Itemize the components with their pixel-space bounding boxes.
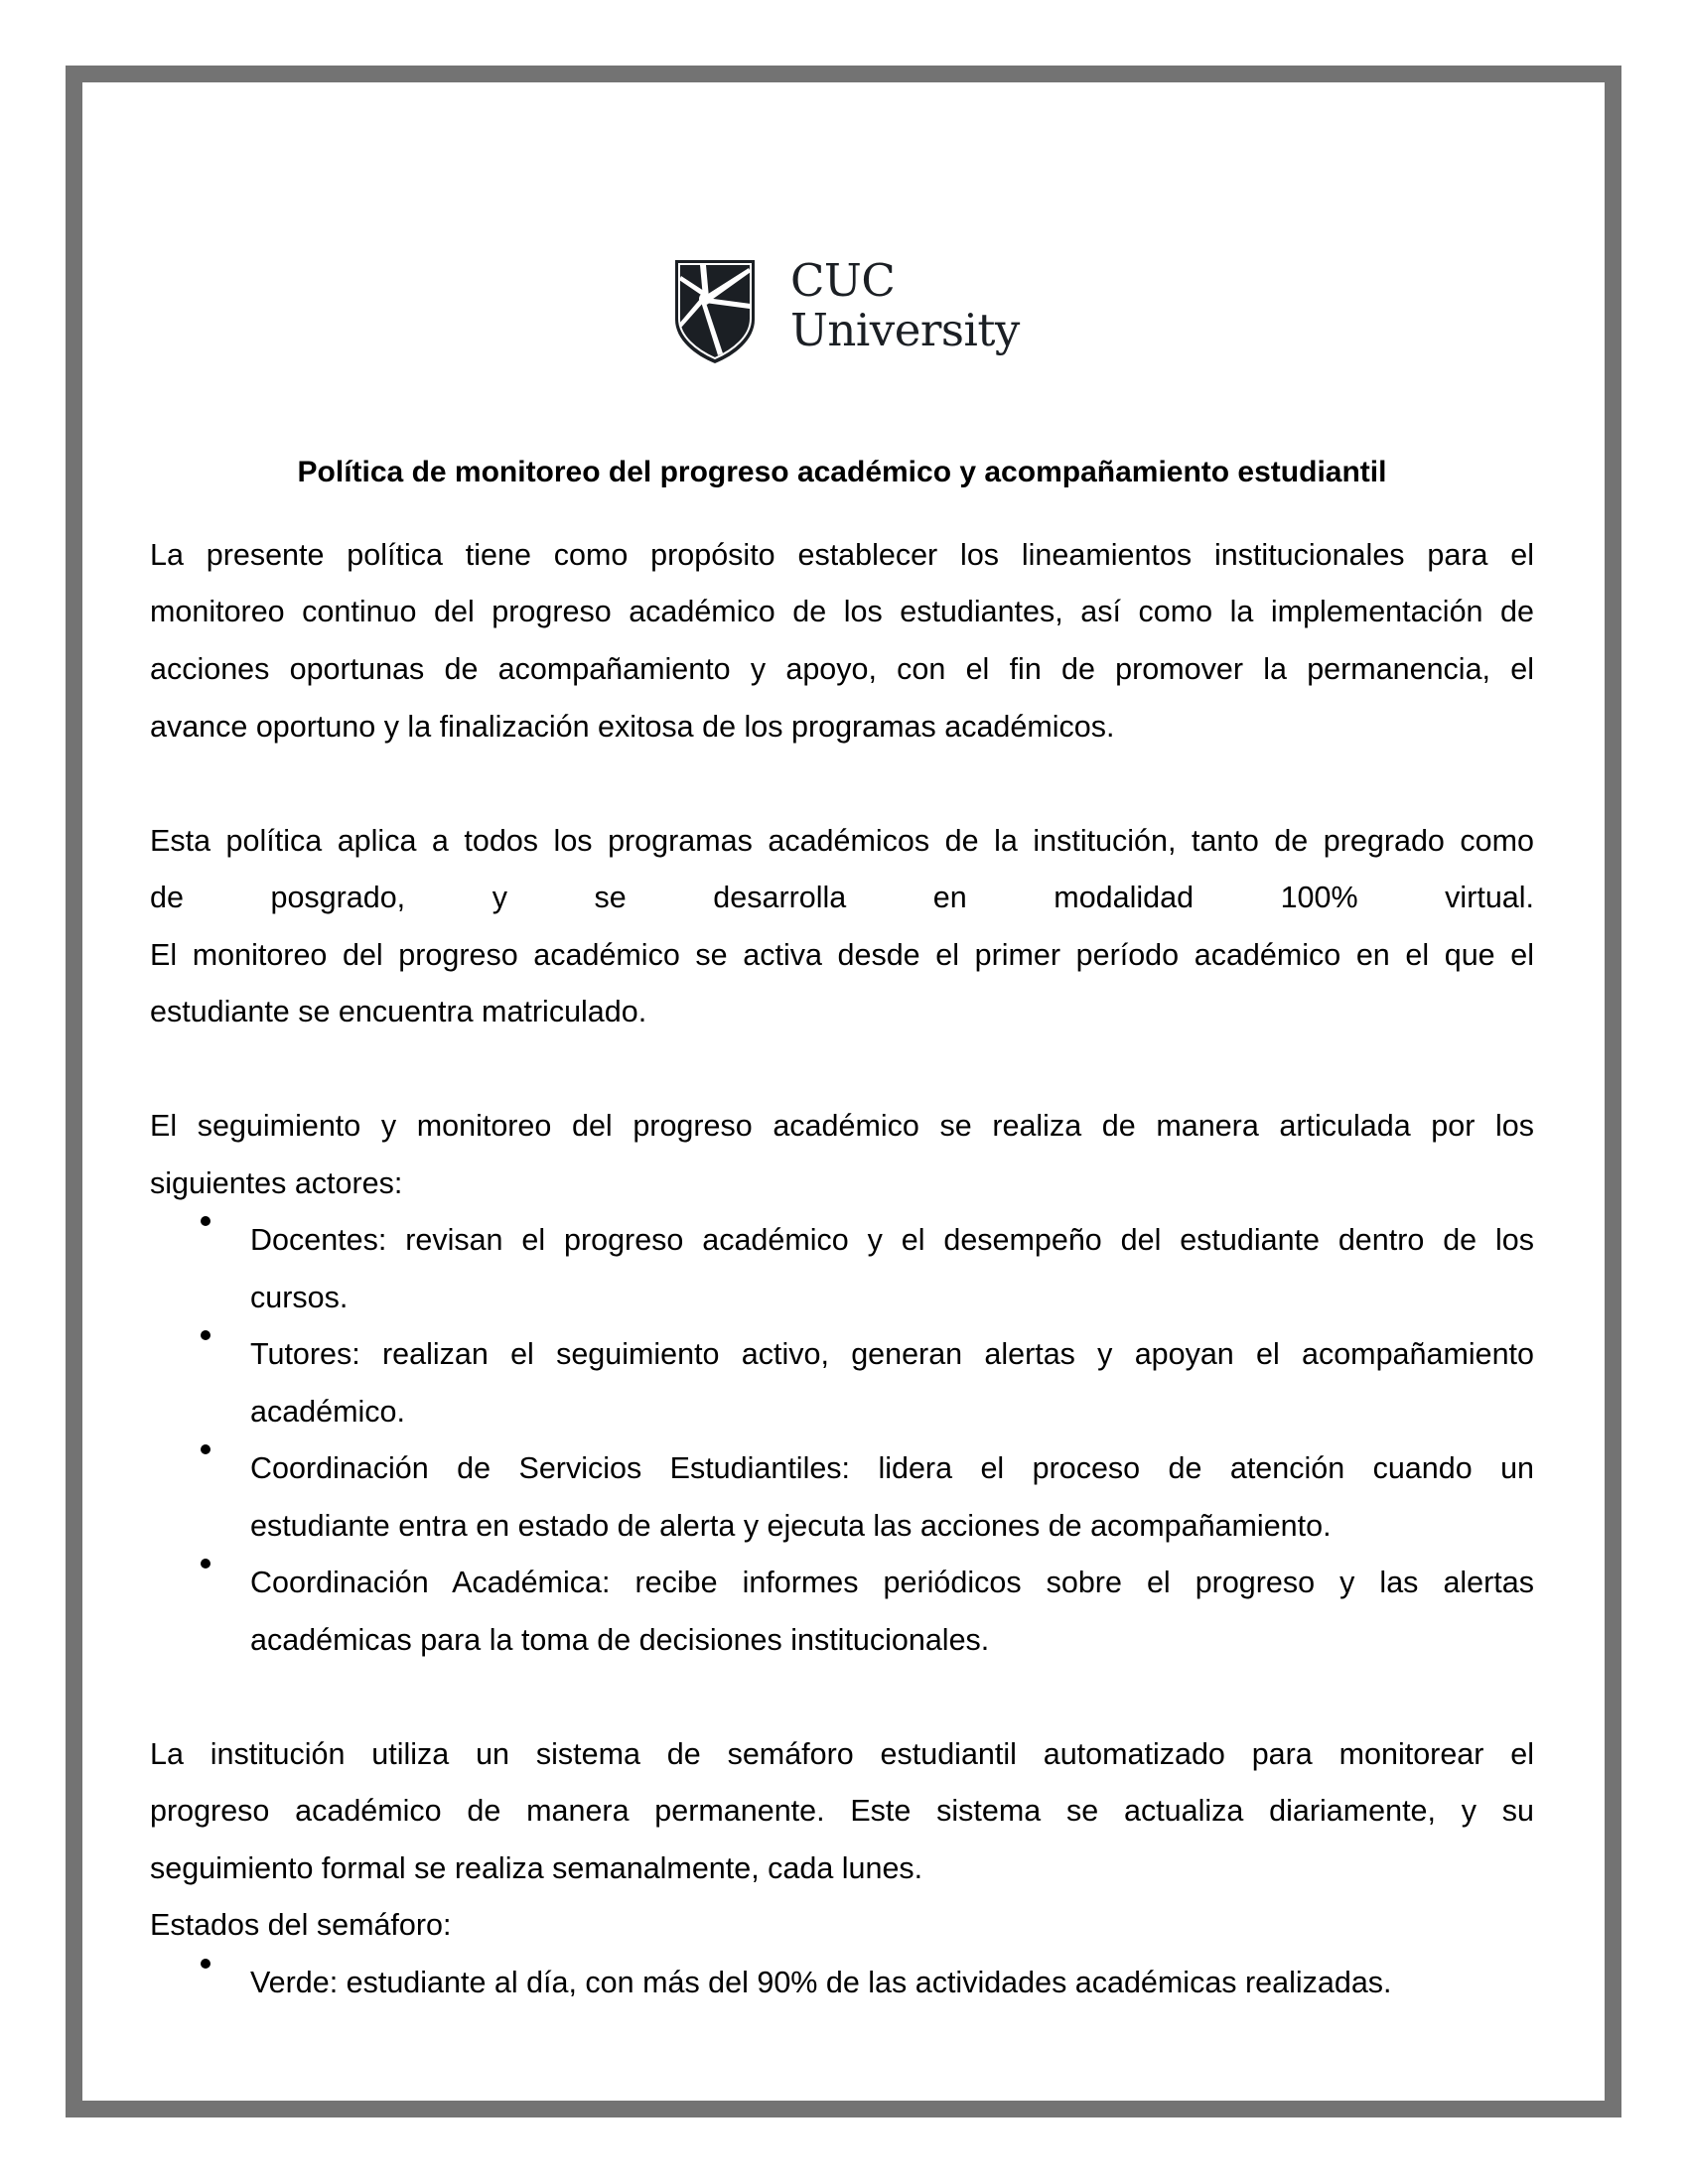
actor-tutores-line-2: académico. bbox=[250, 1395, 405, 1429]
paragraph-1-line-2: monitoreo continuo del progreso académico de los estudiantes, así como la implementación de bbox=[150, 595, 1534, 628]
paragraph-2-line-4: estudiante se encuentra matriculado. bbox=[150, 995, 647, 1028]
paragraph-2-line-3: El monitoreo del progreso académico se activa desde el primer período académico en el que el bbox=[150, 938, 1534, 972]
document-title: Política de monitoreo del progreso académico y acompañamiento estudiantil bbox=[297, 456, 1387, 488]
paragraph-2-line-2: de posgrado, y se desarrolla en modalidad 100% virtual. bbox=[150, 881, 1534, 914]
paragraph-1-line-3: acciones oportunas de acompañamiento y apoyo, con el fin de promover la permanencia, el bbox=[150, 652, 1534, 686]
paragraph-1-line-4: avance oportuno y la finalización exitosa de los programas académicos. bbox=[150, 710, 1115, 744]
paragraph-3-line-2: siguientes actores: bbox=[150, 1166, 403, 1200]
logo-line-cuc: CUC bbox=[790, 254, 896, 307]
paragraph-4-line-2: progreso académico de manera permanente. Este sistema se actualiza diariamente, y su bbox=[150, 1794, 1534, 1828]
actor-academica-line-2: académicas para la toma de decisiones institucionales. bbox=[250, 1623, 990, 1657]
bullet-icon bbox=[201, 1559, 211, 1569]
state-verde: Verde: estudiante al día, con más del 90% de las actividades académicas realizadas. bbox=[250, 1966, 1392, 1999]
bullet-icon bbox=[201, 1216, 211, 1226]
actor-docentes-line-2: cursos. bbox=[250, 1281, 349, 1314]
actor-docentes-line-1: Docentes: revisan el progreso académico y el desempeño del estudiante dentro de los bbox=[250, 1223, 1534, 1257]
bullet-icon bbox=[201, 1959, 211, 1969]
paragraph-1-line-1: La presente política tiene como propósito establecer los lineamientos institucionales para el bbox=[150, 538, 1534, 572]
actor-academica-line-1: Coordinación Académica: recibe informes periódicos sobre el progreso y las alertas bbox=[250, 1566, 1534, 1599]
actor-tutores-line-1: Tutores: realizan el seguimiento activo, generan alertas y apoyan el acompañamiento bbox=[250, 1337, 1534, 1371]
paragraph-3-line-1: El seguimiento y monitoreo del progreso académico se realiza de manera articulada por los bbox=[150, 1109, 1534, 1143]
logo-wordmark bbox=[790, 256, 1020, 355]
cuc-university-logo bbox=[671, 256, 1049, 367]
semaforo-states-heading: Estados del semáforo: bbox=[150, 1908, 452, 1942]
paragraph-4-line-1: La institución utiliza un sistema de semáforo estudiantil automatizado para monitorear el bbox=[150, 1737, 1534, 1771]
actor-servicios-line-2: estudiante entra en estado de alerta y ejecuta las acciones de acompañamiento. bbox=[250, 1509, 1332, 1543]
shield-star-icon bbox=[673, 258, 757, 365]
paragraph-4-line-3: seguimiento formal se realiza semanalmente, cada lunes. bbox=[150, 1851, 923, 1885]
paragraph-2-line-1: Esta política aplica a todos los programas académicos de la institución, tanto de pregrado como bbox=[150, 824, 1534, 858]
bullet-icon bbox=[201, 1444, 211, 1454]
logo-line-university: University bbox=[790, 304, 1020, 356]
actor-servicios-line-1: Coordinación de Servicios Estudiantiles: lidera el proceso de atención cuando un bbox=[250, 1451, 1534, 1485]
bullet-icon bbox=[201, 1330, 211, 1340]
